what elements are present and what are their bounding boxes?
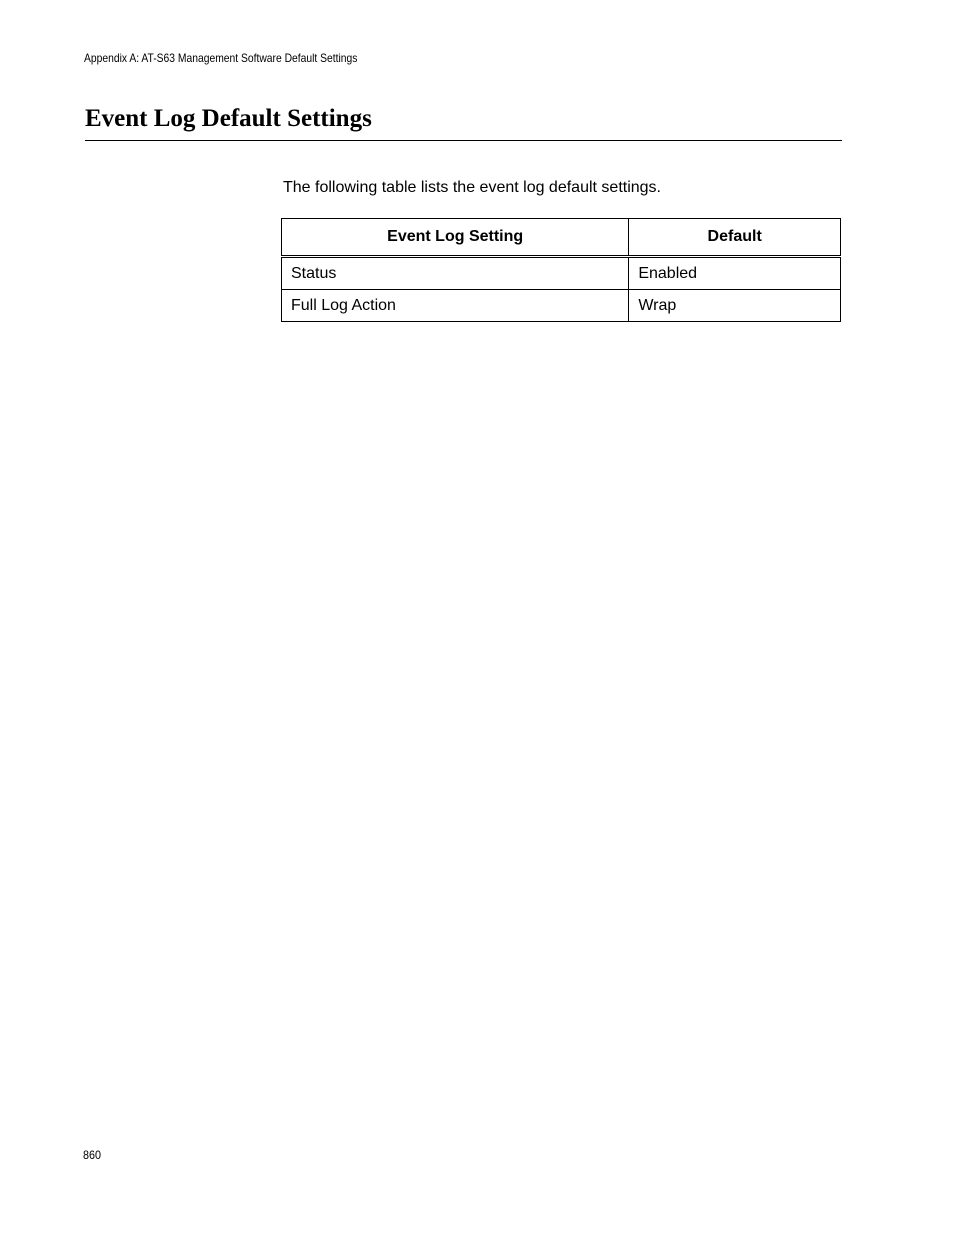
running-header: Appendix A: AT-S63 Management Software Default Settings (84, 51, 358, 65)
section-title: Event Log Default Settings (85, 105, 372, 132)
event-log-settings-table (281, 218, 841, 322)
table-row (282, 257, 841, 290)
default-cell: Enabled (629, 257, 841, 290)
page-number: 860 (83, 1148, 102, 1162)
intro-paragraph: The following table lists the event log default settings. (283, 179, 661, 196)
column-header-default: Default (629, 219, 841, 257)
setting-cell: Full Log Action (282, 290, 629, 322)
table-header-row (282, 219, 841, 257)
default-cell: Wrap (629, 290, 841, 322)
column-header-setting: Event Log Setting (282, 219, 629, 257)
setting-cell: Status (282, 257, 629, 290)
table-row (282, 290, 841, 322)
title-rule (85, 140, 842, 141)
